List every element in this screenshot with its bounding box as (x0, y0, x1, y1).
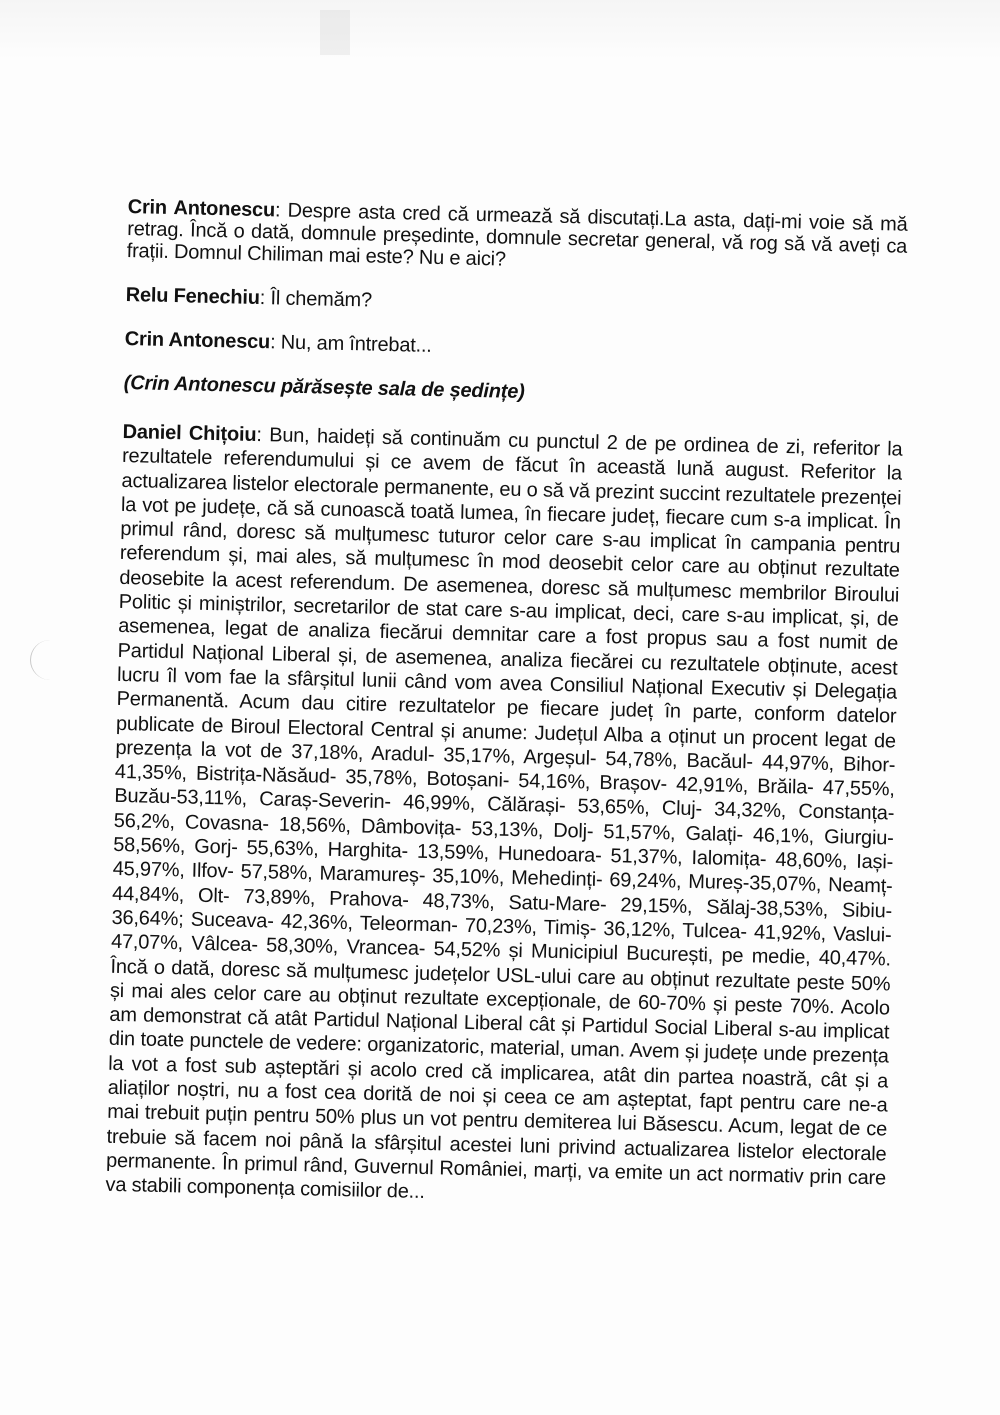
speaker-colon: : (269, 331, 282, 354)
speech-text: Despre asta cred că urmează să discutați.La asta, dați-mi voie să mă retrag. Încă o dată, domnule președinte, domnule secretar general, vă rog să vă aveți ca frații. Domnul Chiliman mai este? Nu e aici? (126, 199, 908, 271)
speech-paragraph (126, 284, 906, 324)
speech-text: Îl chemăm? (270, 287, 373, 312)
speaker-name: Relu Fenechiu (125, 283, 261, 310)
scan-smudge (320, 10, 350, 55)
speech-paragraph (125, 328, 905, 368)
transcript-body (105, 196, 908, 1215)
speaker-name: Daniel Chițoiu (122, 420, 257, 446)
stage-direction: (Crin Antonescu părăsește sala de ședințe) (123, 371, 525, 404)
speaker-colon: : (274, 199, 288, 222)
speaker-name: Crin Antonescu (127, 196, 276, 222)
speech-paragraph (127, 196, 908, 280)
speaker-colon: : (259, 287, 271, 310)
speech-text: Bun, haideți să continuăm cu punctul 2 de pe ordinea de zi, referitor la rezultatele referendumului și ce avem de făcut în această lună august. Referitor la actualizarea listelor electorale permanente, eu o să vă prezint succint rezultatele prezenței la vot pe județe, că să cunoască toată lumea, în fiecare județ, fiecare cum s-a implicat. În primul rând, doresc să mulțumesc tuturor celor care s-au implicat în campania pentru referendum și, mai ales, să mulțumesc în mod deosebit celor care au obținut rezultate deosebite la acest referendum. De asemenea, doresc să mulțumesc membrilor Biroului Politic și miniștrilor, secretarilor de stat care s-au implicat, deci, care s-au implicat, și, de asemenea, legat de analiza fiecărui demnitar care a fost propus sau a fost numit de Partidul Național Liberal și, de asemenea, analiza fiecărei cu rezultatele obținute, acest lucru îl vom fae la sfârșitul lunii când vom avea Consiliul Național Executiv și Delegația Permanentă. Acum dau citire rezultatelor pe fiecare județ în parte, conform datelor publicate de Biroul Electoral Central și anume: Județul Alba a oținut un procent legat de prezența la vot de 37,18%, Aradul- 35,17%, Argeșul- 54,78%, Bacăul- 44,97%, Bihor- 41,35%, Bistrița-Năsăud- 35,78%, Botoșani- 54,16%, Brașov- 42,91%, Brăila- 47,55%, Buzău-53,11%, Caraș-Severin- 46,99%, Călărași- 53,65%, Cluj- 34,32%, Constanța- 56,2%, Covasna- 18,56%, Dâmbovița- 53,13%, Dolj- 51,57%, Galați- 46,1%, Giurgiu-58,56%, Gorj- 55,63%, Harghita- 13,59%, Hunedoara- 51,37%, Ialomița- 48,60%, Iași- 45,97%, Ilfov- 57,58%, Maramureș- 35,10%, Mehedinți- 69,24%, Mureș-35,07%, Neamț- 44,84%, Olt- 73,89%, Prahova- 48,73%, Satu-Mare- 29,15%, Sălaj-38,53%, Sibiu- 36,64%; Suceava- 42,36%, Teleorman- 70,23%, Timiș- 36,12%, Tulcea- 41,92%, Vaslui- 47,07%, Vâlcea- 58,30%, Vrancea- 54,52% și Municipiul București, pe medie, 40,47%. Încă o dată, doresc să mulțumesc județelor USL-ului care au obținut rezultate peste 50% și mai ales celor care au obținut rezultate excepționale, de 60-70% și peste 70%. Acolo am demonstrat că atât Partidul Național Liberal cât și Partidul Social Liberal s-au implicat din toate punctele de vedere: organizatoric, material, uman. Avem și județe unde prezența la vot a fost sub așteptări și acolo cred că implicarea, atât din partea noastră, cât și a aliaților noștri, nu a fost cea dorită de noi și ceea ce am așteptat, fapt pentru care ne-a mai trebuit puțin pentru 50% plus un vot pentru demiterea lui Băsescu. Acum, legat de ce trebuie să facem noi până la sfârșitul acestei luni privind actualizarea listelor electorale permanente. În primul rând, Guvernul României, marți, va emite un act normativ prin care va stabili componența comisiilor de... (105, 424, 903, 1204)
speech-paragraph-main (105, 420, 902, 1215)
speech-text: Nu, am întrebat... (280, 331, 432, 357)
speaker-colon: : (256, 423, 270, 447)
margin-mark (30, 640, 61, 680)
scan-shadow (0, 0, 1000, 60)
speaker-name: Crin Antonescu (124, 327, 271, 354)
